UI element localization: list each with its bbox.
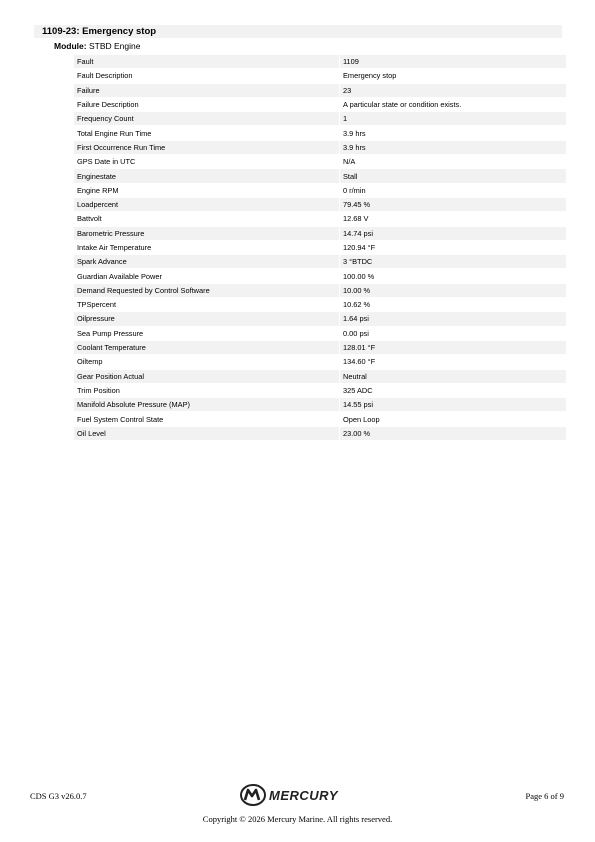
footer-copyright: Copyright © 2026 Mercury Marine. All rights reserved.	[202, 814, 393, 824]
module-label: Module:	[54, 41, 87, 51]
fault-data-table	[74, 54, 566, 441]
table-row	[74, 398, 566, 411]
row-value: 10.62 %	[343, 300, 371, 310]
row-key: Gear Position Actual	[74, 370, 339, 383]
row-value: 3 °BTDC	[340, 255, 566, 268]
footer-version: CDS G3 v26.0.7	[30, 791, 87, 801]
row-key: Enginestate	[74, 169, 339, 182]
row-key: Oilpressure	[74, 312, 339, 325]
table-row	[74, 112, 566, 125]
row-key: Guardian Available Power	[77, 271, 162, 281]
row-key: Engine RPM	[77, 185, 119, 195]
row-value: 14.55 psi	[340, 398, 566, 411]
table-row	[74, 384, 566, 397]
table-row	[74, 98, 566, 111]
table-row	[74, 370, 566, 383]
table-row	[74, 141, 566, 154]
row-value: 325 ADC	[343, 385, 373, 395]
table-row	[74, 241, 566, 254]
table-row	[74, 269, 566, 282]
table-row	[74, 355, 566, 368]
row-key: Intake Air Temperature	[77, 243, 152, 252]
row-key: Oiltemp	[77, 357, 103, 367]
table-row	[74, 327, 566, 340]
table-row	[74, 284, 566, 297]
row-value: 0 r/min	[343, 185, 366, 195]
row-value: Emergency stop	[343, 71, 397, 81]
row-key: Trim Position	[77, 385, 120, 395]
table-row	[74, 126, 566, 139]
row-key: Loadpercent	[74, 198, 339, 211]
table-row	[74, 412, 566, 425]
table-row	[74, 55, 566, 68]
row-key: Spark Advance	[74, 255, 339, 268]
table-row	[74, 155, 566, 168]
table-row	[74, 227, 566, 240]
footer-page-number: Page 6 of 9	[525, 791, 564, 801]
row-key: TPSpercent	[77, 300, 117, 310]
row-value: 1	[340, 112, 566, 125]
row-key: GPS Date in UTC	[77, 157, 136, 167]
row-value: 100.00 %	[343, 271, 375, 281]
row-key: Battvolt	[77, 214, 102, 224]
row-value: A particular state or condition exists.	[343, 100, 462, 110]
row-key: Fuel System Control State	[77, 414, 164, 424]
row-value: 1109	[340, 55, 566, 68]
row-key: Manifold Absolute Pressure (MAP)	[74, 398, 339, 411]
module-line	[54, 40, 140, 52]
row-key: Frequency Count	[74, 112, 339, 125]
row-key: Demand Requested by Control Software	[74, 284, 339, 297]
row-key: Fault	[74, 55, 339, 68]
row-value: 128.01 °F	[340, 341, 566, 354]
row-value: Open Loop	[343, 414, 380, 424]
row-key: Total Engine Run Time	[77, 128, 152, 138]
mercury-m-emblem-icon	[241, 785, 265, 805]
table-row	[74, 212, 566, 225]
row-value: Neutral	[340, 370, 566, 383]
row-key: Oil Level	[74, 427, 339, 440]
row-value: 23.00 %	[340, 427, 566, 440]
table-row	[74, 69, 566, 82]
row-value: N/A	[343, 157, 356, 167]
row-value: 1.64 psi	[340, 312, 566, 325]
row-key: Fault Description	[77, 71, 133, 81]
table-row	[74, 198, 566, 211]
table-row	[74, 427, 566, 440]
row-value: 14.74 psi	[340, 227, 566, 240]
row-key: Failure Description	[77, 100, 139, 110]
row-value: 12.68 V	[343, 214, 369, 224]
table-row	[74, 84, 566, 97]
mercury-logo	[239, 784, 355, 806]
table-row	[74, 298, 566, 311]
module-value: STBD Engine	[88, 41, 141, 51]
row-value: 79.45 %	[340, 198, 566, 211]
row-value: 3.9 hrs	[340, 141, 566, 154]
row-key: Failure	[74, 84, 339, 97]
row-value: 0.00 psi	[343, 328, 369, 338]
row-key: Sea Pump Pressure	[77, 328, 144, 338]
row-value: 23	[340, 84, 566, 97]
logo-wordmark: MERCURY	[269, 788, 338, 803]
table-row	[74, 255, 566, 268]
row-value: 120.94 °F	[343, 243, 376, 252]
row-key: First Occurrence Run Time	[74, 141, 339, 154]
table-row	[74, 312, 566, 325]
table-row	[74, 184, 566, 197]
row-value: 10.00 %	[340, 284, 566, 297]
table-row	[74, 341, 566, 354]
row-key: Barometric Pressure	[74, 227, 339, 240]
row-value: 3.9 hrs	[343, 128, 366, 138]
row-value: 134.60 °F	[343, 357, 376, 367]
section-title: 1109-23: Emergency stop	[34, 25, 562, 38]
table-row	[74, 169, 566, 182]
row-key: Coolant Temperature	[74, 341, 339, 354]
row-value: Stall	[340, 169, 566, 182]
